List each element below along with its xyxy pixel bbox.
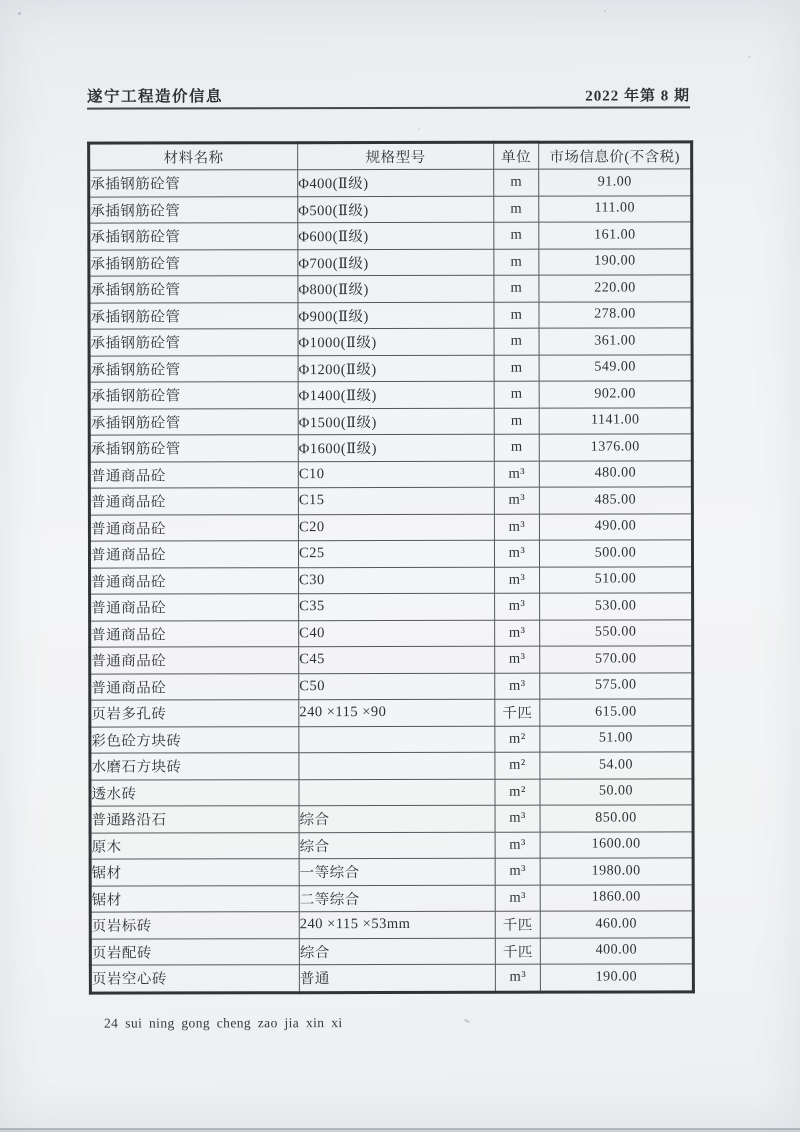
- cell-unit: m³: [494, 461, 539, 488]
- cell-unit: m³: [495, 885, 540, 912]
- cell-spec: Φ1400(Ⅱ级): [298, 381, 494, 408]
- cell-spec: C15: [298, 487, 494, 514]
- cell-unit: m³: [495, 620, 540, 647]
- cell-unit: m³: [495, 673, 540, 700]
- cell-unit: m: [494, 434, 539, 461]
- cell-material: 普通路沿石: [90, 806, 299, 833]
- cell-price: 50.00: [540, 778, 693, 805]
- cell-unit: m: [494, 169, 539, 196]
- header-rule: [87, 106, 690, 109]
- cell-spec: Φ800(Ⅱ级): [298, 275, 494, 302]
- cell-spec: [299, 779, 495, 806]
- table-row: [89, 169, 692, 197]
- cell-unit: m: [494, 355, 539, 382]
- cell-spec: 240 ×115 ×90: [299, 699, 495, 726]
- cell-material: 普通商品砼: [89, 541, 298, 568]
- cell-unit: m²: [495, 779, 540, 806]
- cell-spec: C45: [299, 646, 495, 673]
- cell-material: 普通商品砼: [90, 647, 299, 674]
- cell-unit: m³: [495, 567, 540, 594]
- cell-material: 普通商品砼: [90, 673, 299, 700]
- cell-spec: Φ400(Ⅱ级): [298, 169, 494, 196]
- table-row: [89, 434, 692, 462]
- cell-price: 190.00: [539, 248, 692, 275]
- col-header-unit: 单位: [494, 142, 539, 169]
- table-row: [89, 248, 692, 276]
- cell-spec: [299, 726, 495, 753]
- cell-price: 615.00: [540, 699, 693, 726]
- cell-price: 1860.00: [540, 884, 693, 911]
- table-row: [90, 937, 693, 965]
- table-row: [90, 805, 693, 833]
- page-header: [87, 83, 690, 106]
- table-body: [89, 169, 694, 993]
- cell-price: 1980.00: [540, 858, 693, 885]
- cell-material: 承插钢筋砼管: [89, 382, 298, 409]
- table-header: [89, 142, 692, 170]
- table-row: [90, 566, 693, 594]
- cell-unit: m²: [495, 752, 540, 779]
- cell-spec: C20: [298, 514, 494, 541]
- footer-pinyin: sui ning gong cheng zao jia xin xi: [125, 1014, 343, 1031]
- cell-material: 普通商品砼: [90, 594, 299, 621]
- cell-spec: Φ900(Ⅱ级): [298, 302, 494, 329]
- cell-spec: 240 ×115 ×53mm: [299, 911, 495, 938]
- table-row: [89, 222, 692, 250]
- cell-spec: C10: [298, 461, 494, 488]
- col-header-price: 市场信息价(不含税): [539, 142, 692, 169]
- cell-material: 承插钢筋砼管: [89, 408, 298, 435]
- cell-unit: m²: [495, 726, 540, 753]
- cell-material: 页岩空心砖: [90, 965, 299, 993]
- scan-speckle: [748, 56, 751, 58]
- cell-material: 彩色砼方块砖: [90, 726, 299, 753]
- table-row: [89, 354, 692, 382]
- cell-spec: 普通: [299, 964, 495, 992]
- cell-spec: C25: [298, 540, 494, 567]
- cell-material: 承插钢筋砼管: [89, 355, 298, 382]
- table-row: [90, 964, 693, 993]
- table-row: [89, 301, 692, 329]
- cell-price: 51.00: [540, 725, 693, 752]
- table-row: [89, 328, 692, 356]
- cell-price: 500.00: [539, 540, 692, 567]
- table-row: [89, 275, 692, 303]
- cell-price: 460.00: [540, 911, 693, 938]
- cell-material: 承插钢筋砼管: [89, 435, 298, 462]
- cell-material: 锯材: [90, 885, 299, 912]
- cell-spec: C40: [299, 620, 495, 647]
- cell-price: 54.00: [540, 752, 693, 779]
- table-row: [90, 699, 693, 727]
- cell-price: 361.00: [539, 328, 692, 355]
- table-row: [90, 619, 693, 647]
- cell-spec: Φ1200(Ⅱ级): [298, 355, 494, 382]
- cell-material: 普通商品砼: [90, 620, 299, 647]
- cell-price: 480.00: [539, 460, 692, 487]
- cell-price: 485.00: [539, 487, 692, 514]
- cell-material: 普通商品砼: [89, 514, 298, 541]
- scan-speckle: [18, 12, 21, 15]
- cell-material: 承插钢筋砼管: [89, 249, 298, 276]
- header-row: [89, 142, 692, 170]
- cell-unit: m³: [494, 487, 539, 514]
- cell-unit: m³: [495, 646, 540, 673]
- cell-price: 1600.00: [540, 831, 693, 858]
- table-row: [89, 195, 692, 223]
- cell-unit: m³: [495, 805, 540, 832]
- cell-spec: Φ500(Ⅱ级): [298, 196, 494, 223]
- cell-unit: m³: [494, 514, 539, 541]
- cell-price: 111.00: [539, 195, 692, 222]
- cell-spec: 二等综合: [299, 885, 495, 912]
- table-row: [90, 725, 693, 753]
- cell-unit: m³: [495, 964, 540, 992]
- cell-unit: 千匹: [495, 699, 540, 726]
- cell-unit: 千匹: [495, 938, 540, 965]
- cell-unit: m: [494, 222, 539, 249]
- cell-spec: Φ1600(Ⅱ级): [298, 434, 494, 461]
- cell-spec: Φ1000(Ⅱ级): [298, 328, 494, 355]
- page-content: [87, 83, 692, 1031]
- scan-speckle: [418, 128, 420, 130]
- cell-price: 850.00: [540, 805, 693, 832]
- cell-price: 278.00: [539, 301, 692, 328]
- cell-spec: 综合: [299, 832, 495, 859]
- cell-material: 承插钢筋砼管: [89, 276, 298, 303]
- cell-unit: m: [494, 196, 539, 223]
- table-row: [89, 460, 692, 488]
- cell-material: 页岩标砖: [90, 912, 299, 939]
- cell-price: 190.00: [540, 964, 693, 992]
- scan-edge-line: [0, 1128, 800, 1130]
- table-row: [90, 752, 693, 780]
- cell-unit: m: [494, 249, 539, 276]
- cell-price: 1376.00: [539, 434, 692, 461]
- cell-price: 220.00: [539, 275, 692, 302]
- table-row: [90, 646, 693, 674]
- table-row: [90, 911, 693, 939]
- cell-price: 902.00: [539, 381, 692, 408]
- cell-spec: Φ1500(Ⅱ级): [298, 408, 494, 435]
- cell-price: 530.00: [540, 593, 693, 620]
- cell-price: 575.00: [540, 672, 693, 699]
- cell-material: 水磨石方块砖: [90, 753, 299, 780]
- cell-material: 透水砖: [90, 779, 299, 806]
- page-title: 遂宁工程造价信息: [87, 88, 224, 106]
- cell-material: 原木: [90, 832, 299, 859]
- cell-price: 490.00: [539, 513, 692, 540]
- col-header-spec: 规格型号: [298, 142, 494, 169]
- cell-spec: 综合: [299, 805, 495, 832]
- cell-unit: 千匹: [495, 911, 540, 938]
- cell-spec: [299, 752, 495, 779]
- cell-material: 普通商品砼: [90, 567, 299, 594]
- cell-material: 承插钢筋砼管: [89, 223, 298, 250]
- issue-label: 2022 年第 8 期: [585, 88, 691, 105]
- cell-price: 161.00: [539, 222, 692, 249]
- table-row: [89, 407, 692, 435]
- table-row: [89, 381, 692, 409]
- cell-spec: C30: [299, 567, 495, 594]
- table-row: [90, 778, 693, 806]
- cell-unit: m: [494, 328, 539, 355]
- cell-unit: m: [494, 275, 539, 302]
- cell-unit: m: [494, 408, 539, 435]
- cell-price: 400.00: [540, 937, 693, 964]
- cell-material: 普通商品砼: [89, 488, 298, 515]
- cell-price: 550.00: [540, 619, 693, 646]
- cell-price: 1141.00: [539, 407, 692, 434]
- cell-unit: m³: [495, 593, 540, 620]
- page-footer: [89, 1014, 692, 1031]
- price-table: [87, 140, 695, 994]
- cell-material: 普通商品砼: [89, 461, 298, 488]
- table-row: [89, 540, 692, 568]
- cell-material: 锯材: [90, 859, 299, 886]
- cell-spec: 一等综合: [299, 858, 495, 885]
- table-row: [90, 593, 693, 621]
- table-row: [90, 858, 693, 886]
- cell-spec: C50: [299, 673, 495, 700]
- cell-price: 510.00: [540, 566, 693, 593]
- cell-price: 91.00: [539, 169, 692, 196]
- cell-material: 页岩多孔砖: [90, 700, 299, 727]
- scan-speckle: [604, 10, 606, 12]
- cell-material: 页岩配砖: [90, 938, 299, 965]
- cell-material: 承插钢筋砼管: [89, 302, 298, 329]
- table-row: [90, 831, 693, 859]
- cell-unit: m³: [495, 832, 540, 859]
- cell-price: 570.00: [540, 646, 693, 673]
- col-header-material: 材料名称: [89, 143, 298, 170]
- cell-material: 承插钢筋砼管: [89, 170, 298, 197]
- cell-spec: Φ600(Ⅱ级): [298, 222, 494, 249]
- cell-spec: Φ700(Ⅱ级): [298, 249, 494, 276]
- table-row: [90, 672, 693, 700]
- table-row: [89, 513, 692, 541]
- cell-unit: m: [494, 381, 539, 408]
- table-row: [90, 884, 693, 912]
- cell-spec: 综合: [299, 938, 495, 965]
- page-number: 24: [103, 1015, 119, 1031]
- cell-unit: m³: [495, 858, 540, 885]
- cell-material: 承插钢筋砼管: [89, 329, 298, 356]
- cell-material: 承插钢筋砼管: [89, 196, 298, 223]
- cell-unit: m: [494, 302, 539, 329]
- table-row: [89, 487, 692, 515]
- cell-price: 549.00: [539, 354, 692, 381]
- cell-unit: m³: [494, 540, 539, 567]
- cell-spec: C35: [299, 593, 495, 620]
